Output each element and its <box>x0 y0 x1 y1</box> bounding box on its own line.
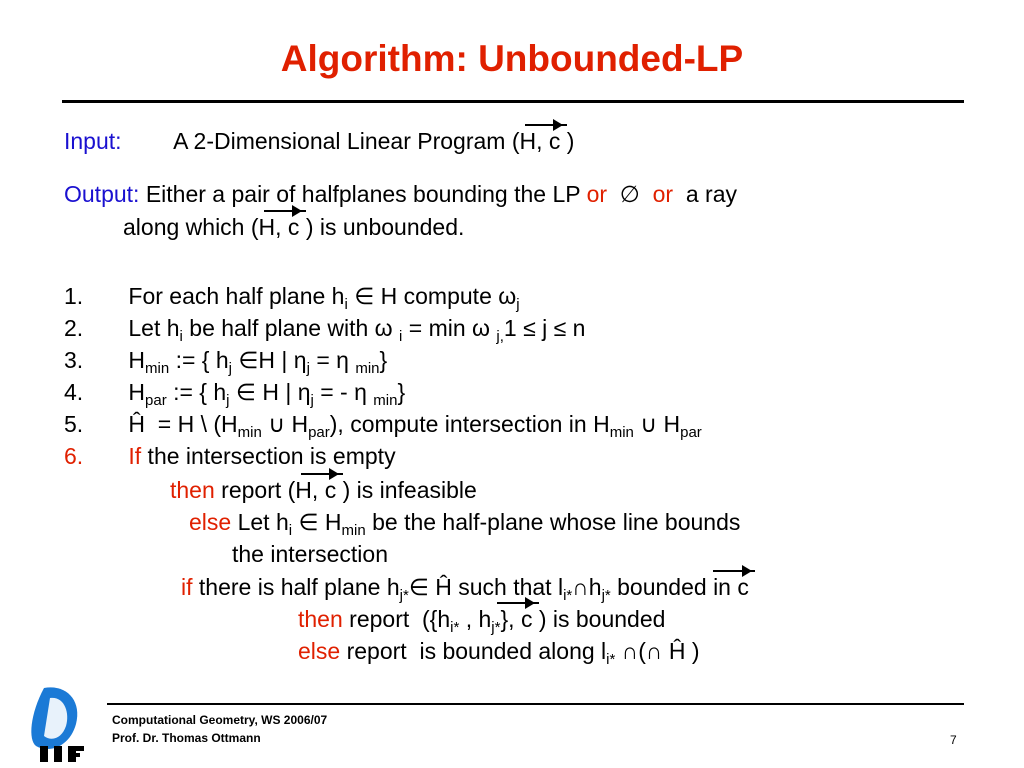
output-text-4: ) is unbounded. <box>305 214 465 240</box>
step-6 <box>64 442 396 470</box>
then-line-2: then report ({$h_{i*}$ , $h_{j*}$}, c ) is bounded <box>298 606 666 636</box>
input-text: A 2-Dimensional Linear Program (H, <box>173 128 543 154</box>
course-name: Computational Geometry, WS 2006/07 <box>112 713 328 727</box>
step-text: $H_{par}$ := { $h_j$ ∈ H | $\eta_j$ = - η $_{min}$} <box>128 379 406 409</box>
output-text-1: Either a pair of halfplanes bounding the LP <box>145 181 581 207</box>
step-number: 6. <box>64 443 84 469</box>
emptyset-symbol: ∅ <box>619 181 640 207</box>
or-keyword: or <box>652 181 674 207</box>
slide-title: Algorithm: Unbounded-LP <box>280 38 744 79</box>
output-text-3: along which (H, <box>123 214 282 240</box>
input-close: ) <box>566 128 575 154</box>
step-number: 2. <box>64 315 84 341</box>
output-line-2 <box>123 213 464 241</box>
step-1 <box>64 282 520 313</box>
or-keyword: or <box>586 181 608 207</box>
output-line-1 <box>64 180 737 208</box>
vector-c: c <box>287 214 300 240</box>
if-line: if there is half plane $h_{j*}\in$ Ĥ such that $l_{i*}\cap h_{j*}$ bounded in c <box>181 574 749 604</box>
vector-c: c <box>548 128 561 154</box>
page-number: 7 <box>950 733 957 747</box>
input-label: Input: <box>64 128 122 154</box>
title-divider <box>62 100 964 103</box>
step-5 <box>64 410 702 441</box>
step-number: 4. <box>64 379 84 405</box>
else-line-1: else Let $h_i$ ∈ $H_{min}$ be the half-plane whose line bounds <box>189 509 741 539</box>
output-text-2: a ray <box>685 181 737 207</box>
iif-logo <box>26 684 104 764</box>
step-text: If the intersection is empty <box>128 443 396 469</box>
else-line-2: the intersection <box>232 541 388 567</box>
step-text: $H_{min}$ := { $h_j$ ∈H | $\eta_j = \eta$ $_{min}$} <box>128 347 388 377</box>
input-line <box>64 127 574 155</box>
step-number: 5. <box>64 411 84 437</box>
step-number: 1. <box>64 283 84 309</box>
step-number: 3. <box>64 347 84 373</box>
step-3 <box>64 346 388 377</box>
output-label: Output: <box>64 181 140 207</box>
step-2 <box>64 314 586 345</box>
step-text: Ĥ = H \ ($H_{min}$ ∪ $H_{par}$), compute intersection in $H_{min}$ ∪ $H_{par}$ <box>128 411 702 441</box>
else-line-3: else report is bounded along $l_{i*}$ ∩(∩ Ĥ ) <box>298 638 700 668</box>
step-text: Let $h_i$ be half plane with ω $_i$ = min ω $_{j,}$1 ≤ j ≤ n <box>128 315 586 345</box>
step-4 <box>64 378 406 409</box>
professor-name: Prof. Dr. Thomas Ottmann <box>112 731 261 745</box>
then-line-1: then report (H, c ) is infeasible <box>170 477 477 503</box>
footer-divider <box>107 703 964 705</box>
step-text: For each half plane $h_i$ ∈ H compute $\omega_j$ <box>128 283 520 313</box>
